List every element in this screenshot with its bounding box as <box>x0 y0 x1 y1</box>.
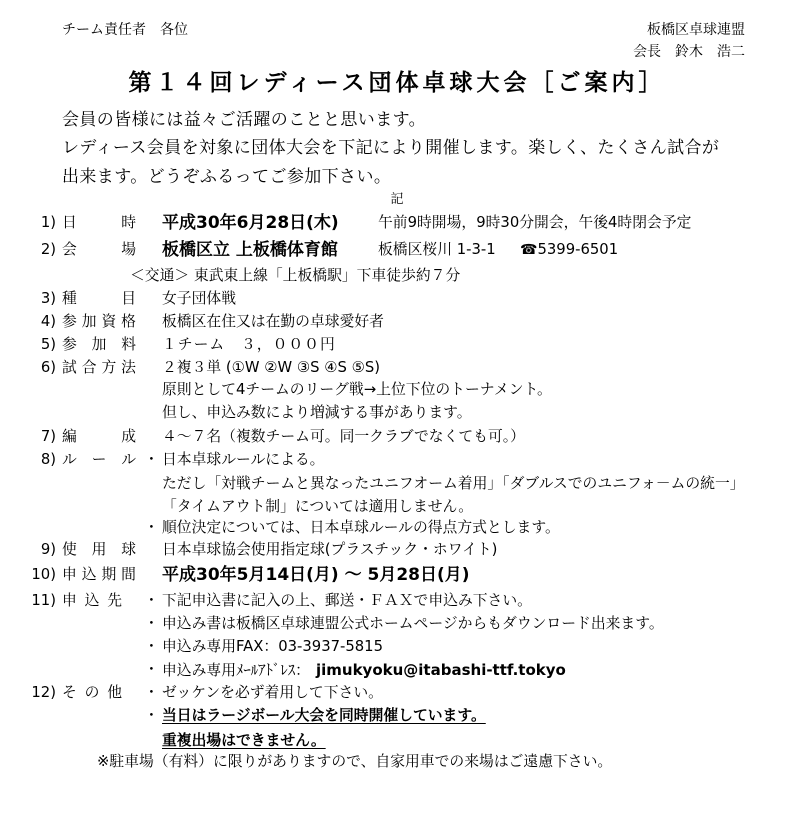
president-name: 会長 鈴木 浩二 <box>633 44 745 60</box>
item-7-value: ４～７名（複数チーム可。同一クラブでなくても可。） <box>162 428 525 445</box>
label-char: 用 <box>91 541 107 558</box>
label-char: 合 <box>81 359 97 376</box>
label-char: 使 <box>62 541 77 558</box>
item-2-label <box>62 239 136 261</box>
item-4-number: 4) <box>40 313 56 330</box>
item-row-11c <box>0 636 794 658</box>
item-10-label <box>62 564 136 586</box>
item-12-label <box>62 682 122 704</box>
item-2-address: 板橋区桜川 1-3-1 <box>378 241 496 258</box>
bullet: ・ <box>144 615 159 632</box>
item-8-line-1: 日本卓球ルールによる。 <box>162 451 325 468</box>
item-1-number: 1) <box>40 214 56 231</box>
item-10-number: 10) <box>31 566 56 583</box>
item-8-label <box>62 449 136 471</box>
item-row-9 <box>0 539 794 561</box>
item-row-8d <box>0 517 794 539</box>
item-8-line-3: 「タイムアウト制」については適用しません。 <box>162 498 474 515</box>
item-6-line-1: ２複３単 (①W ②W ③S ④S ⑤S) <box>162 359 381 376</box>
item-row-7 <box>0 426 794 448</box>
label-char: 加 <box>81 313 97 330</box>
bullet: ・ <box>144 519 159 536</box>
label-char: 申 <box>62 566 77 583</box>
item-8-line-4: 順位決定については、日本卓球ルールの得点方式とします。 <box>162 519 560 536</box>
item-row-2-access <box>0 265 794 287</box>
item-2-access: ＜交通＞ 東武東上線「上板橋駅」下車徒歩約７分 <box>130 267 461 284</box>
label-char: ー <box>91 451 107 468</box>
bullet: ・ <box>144 661 159 678</box>
item-row-5 <box>0 334 794 356</box>
addressee: チーム責任者 各位 <box>62 22 188 38</box>
intro-line-3: 出来ます。どうぞふるってご参加下さい。 <box>62 167 392 187</box>
item-2-value: 板橋区立 上板橋体育館 <box>162 240 338 260</box>
label-char: 先 <box>107 592 122 609</box>
label-char: ル <box>121 451 136 468</box>
item-8-line-2: ただし「対戦チームと異なったユニフオーム着用」「ダブルスでのユニフォ－ムの統一」 <box>162 475 745 492</box>
item-11-label <box>62 590 122 612</box>
intro-line-1: 会員の皆様には益々ご活躍のことと思います。 <box>62 110 427 130</box>
item-11-line-4 <box>162 659 566 682</box>
item-row-1 <box>0 212 794 234</box>
item-row-3 <box>0 288 794 310</box>
bullet: ・ <box>144 451 159 468</box>
item-row-12 <box>0 682 794 704</box>
label-char: の <box>84 684 100 701</box>
item-row-6b <box>0 379 794 401</box>
label-char: 試 <box>62 359 77 376</box>
item-1-label <box>62 212 136 234</box>
item-row-11 <box>0 590 794 612</box>
item-5-value: １チーム ３，０００円 <box>162 336 336 353</box>
item-6-line-3: 但し、申込み数により増減する事があります。 <box>162 404 472 421</box>
item-row-8 <box>0 449 794 471</box>
item-1-value: 平成30年6月28日(木) <box>162 213 339 233</box>
item-5-number: 5) <box>40 336 56 353</box>
item-row-12c <box>0 730 794 752</box>
item-12-line-3: 重複出場はできません。 <box>162 732 326 749</box>
item-2-phone-number: 5399-6501 <box>537 241 619 258</box>
label-char: 法 <box>121 359 136 376</box>
item-11-line-1: 下記申込書に記入の上、郵送・ＦＡＸで申込み下さい。 <box>162 592 532 609</box>
item-1-detail: 午前9時開場，9時30分開会，午後4時閉会予定 <box>378 214 692 231</box>
item-row-10 <box>0 564 794 586</box>
parking-note: ※駐車場（有料）に限りがありますので、自家用車での来場はご遠慮下さい。 <box>97 753 613 770</box>
label-char: 時 <box>121 214 136 231</box>
page-title: 第１４回レディース団体卓球大会［ご案内］ <box>128 70 666 96</box>
item-row-6c <box>0 402 794 424</box>
item-row-8c <box>0 496 794 518</box>
phone-icon <box>520 241 537 258</box>
bullet: ・ <box>144 638 159 655</box>
label-char: 参 <box>62 336 77 353</box>
label-char: 成 <box>121 428 136 445</box>
item-9-value: 日本卓球協会使用指定球(プラスチック・ホワイト) <box>162 541 498 558</box>
item-row-11d <box>0 659 794 681</box>
email-address: jimukyoku@itabashi-ttf.tokyo <box>315 661 566 679</box>
item-12-line-2: 当日はラージボール大会を同時開催しています。 <box>162 707 486 724</box>
item-2-phone <box>520 239 618 261</box>
item-10-value: 平成30年5月14日(月) ～ 5月28日(月) <box>162 565 470 585</box>
item-11-line-2: 申込み書は板橋区卓球連盟公式ホームページからもダウンロード出来ます。 <box>162 615 664 632</box>
item-row-2 <box>0 239 794 261</box>
ki-heading: 記 <box>390 192 404 207</box>
email-label: 申込み専用ﾒｰﾙｱﾄﾞﾚｽ： <box>162 662 310 679</box>
label-char: 料 <box>121 336 136 353</box>
label-char: 会 <box>62 241 77 258</box>
label-char: 格 <box>121 313 136 330</box>
item-4-value: 板橋区在住又は在勤の卓球愛好者 <box>162 313 384 330</box>
item-6-line-2: 原則として4チームのリーグ戦→上位下位のトーナメント。 <box>162 381 552 398</box>
item-3-number: 3) <box>40 290 56 307</box>
label-char: そ <box>62 684 77 701</box>
item-7-number: 7) <box>40 428 56 445</box>
organization-name: 板橋区卓球連盟 <box>647 22 745 38</box>
item-row-8b <box>0 473 794 495</box>
label-char: 資 <box>101 313 117 330</box>
item-3-label <box>62 288 136 310</box>
label-char: 目 <box>121 290 136 307</box>
label-char: 申 <box>62 592 77 609</box>
bullet: ・ <box>144 592 159 609</box>
label-char: 球 <box>121 541 136 558</box>
label-char: 期 <box>101 566 117 583</box>
item-8-number: 8) <box>40 451 56 468</box>
item-3-value: 女子団体戦 <box>162 290 236 307</box>
item-11-number: 11) <box>31 592 56 609</box>
item-12-number: 12) <box>31 684 56 701</box>
label-char: 日 <box>62 214 77 231</box>
label-char: 種 <box>62 290 77 307</box>
label-char: 間 <box>121 566 136 583</box>
item-4-label <box>62 311 136 333</box>
label-char: ル <box>62 451 77 468</box>
item-12-line-1: ゼッケンを必ず着用して下さい。 <box>162 684 383 701</box>
label-char: 込 <box>84 592 100 609</box>
item-6-number: 6) <box>40 359 56 376</box>
label-char: 方 <box>101 359 117 376</box>
label-char: 加 <box>91 336 107 353</box>
item-2-number: 2) <box>40 241 56 258</box>
item-5-label <box>62 334 136 356</box>
item-7-label <box>62 426 136 448</box>
item-row-4 <box>0 311 794 333</box>
bullet: ・ <box>144 707 159 724</box>
label-char: 他 <box>107 684 122 701</box>
item-6-label <box>62 357 136 379</box>
intro-line-2: レディース会員を対象に団体大会を下記により開催します。楽しく、たくさん試合が <box>62 138 720 158</box>
item-row-11b <box>0 613 794 635</box>
label-char: 編 <box>62 428 77 445</box>
item-9-number: 9) <box>40 541 56 558</box>
label-char: 込 <box>81 566 97 583</box>
label-char: 参 <box>62 313 77 330</box>
bullet: ・ <box>144 684 159 701</box>
item-row-12b <box>0 705 794 727</box>
item-9-label <box>62 539 136 561</box>
item-11-line-3: 申込み専用FAX：03-3937-5815 <box>162 638 384 655</box>
label-char: 場 <box>121 241 136 258</box>
item-row-6 <box>0 357 794 379</box>
